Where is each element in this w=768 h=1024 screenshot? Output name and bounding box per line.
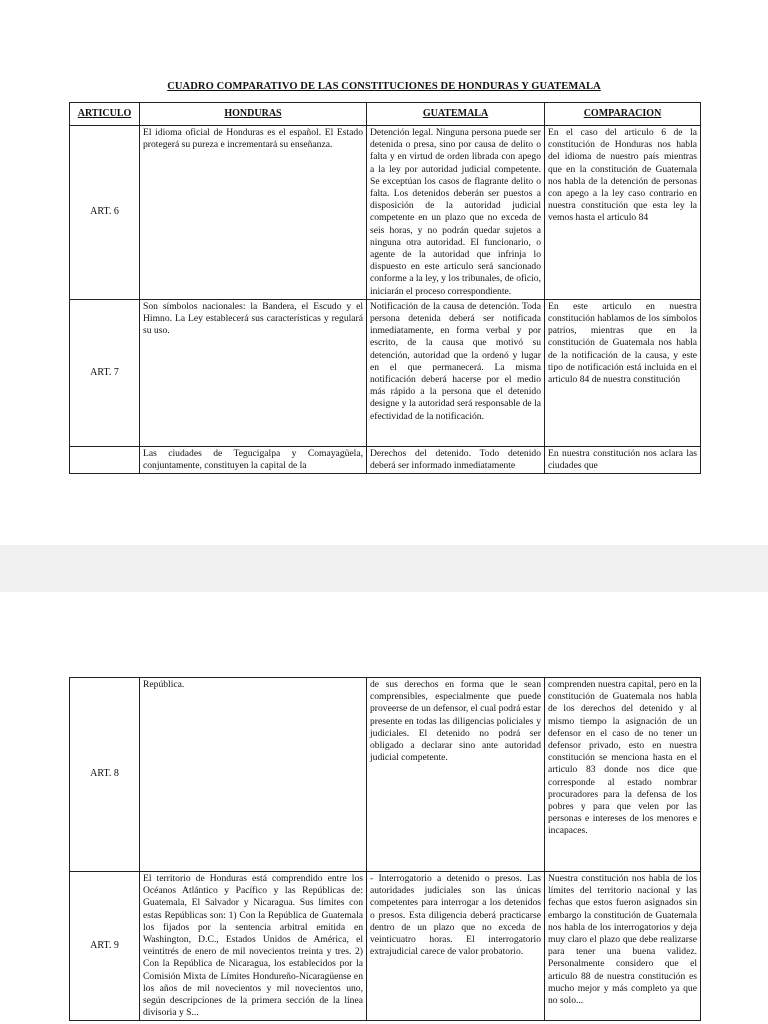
honduras-text: El territorio de Honduras está comprendido entre los Océanos Atlántico y Pacífico y las Repúblicas de: Guatemala, El Salvador y Nicaragua. Sus límites con estas Repúblicas son: 1) Con la República de Guatemala los fijados por la sentencia arbitral emitida en Washington, D.C., Estados Unidos de América, el veintitrés de enero de mil novecientos treinta y tres. 2) Con la República de Nicaragua, los establecidos por la Comisión Mixta de Límites Hondureño-Nicaragüense en los años de mil novecientos y mil novecientos uno, según descripciones de la primera sección de la línea divisoria y S... [140, 872, 367, 1021]
comparacion-text: Nuestra constitución nos habla de los límites del territorio nacional y las fechas que estos fueron asignados sin embargo la constitución de Guatemala nos habla de los interrogatorios y deja muy claro el plazo que debe realizarse para tener una buena validez. Personalmente considero que el articulo 88 de nuestra constitución es mucho mejor y más completo ya que no solo... [545, 872, 701, 1021]
table-row [70, 446, 701, 473]
comparacion-text: En este articulo en nuestra constitución hablamos de los símbolos patrios, mientras que en la constitución de Guatemala nos habla de la notificación de la causa, y este tipo de notificación está incluida en el articulo 84 de nuestra constitución [545, 299, 701, 446]
guatemala-text: de sus derechos en forma que le sean comprensibles, especialmente que puede proveerse de un defensor, el cual podrá estar presente en todas las diligencias policiales y judiciales. El detenido no podrá ser obligado a declarar sino ante autoridad judicial competente. [367, 678, 545, 872]
comparacion-text: comprenden nuestra capital, pero en la constitución de Guatemala nos habla de los derechos del detenido y al mismo tiempo la asignación de un defensor en el caso de no tener un defensor privado, esto en nuestra constitución se menciona hasta en el articulo 83 donde nos dice que corresponde al estado nombrar procuradores para la defensa de los pobres y para que velen por las personas e intereses de los menores e incapaces. [545, 678, 701, 872]
table-row [70, 678, 701, 872]
header-honduras: HONDURAS [140, 103, 367, 126]
article-number: ART. 8 [70, 678, 140, 872]
header-articulo: ARTICULO [70, 103, 140, 126]
table-row [70, 299, 701, 446]
table-row [70, 872, 701, 1021]
article-number: ART. 6 [70, 126, 140, 300]
table-header-row [70, 103, 701, 126]
comparison-table-page-1 [69, 102, 701, 474]
guatemala-text: Notificación de la causa de detención. Toda persona detenida deberá ser notificada inmediatamente, en forma verbal y por escrito, de la causa que motivó su detención, autoridad que la ordenó y lugar en el que permanecerá. La misma notificación deberá hacerse por el medio más rápido a la persona que el detenido designe y la autoridad será responsable de la efectividad de la notificación. [367, 299, 545, 446]
honduras-text: República. [140, 678, 367, 872]
header-comparacion: COMPARACION [545, 103, 701, 126]
document-page-2 [0, 592, 768, 1024]
article-number: ART. 7 [70, 299, 140, 446]
comparacion-text: En el caso del articulo 6 de la constitución de Honduras nos habla del idioma de nuestro país mientras que en la constitución de Guatemala nos habla de la detención de personas con apego a la ley caso contrario en nuestra constitución que esta ley la vemos hasta el articulo 84 [545, 126, 701, 300]
article-number [70, 446, 140, 473]
honduras-text: Son símbolos nacionales: la Bandera, el Escudo y el Himno. La Ley establecerá sus características y regulará su uso. [140, 299, 367, 446]
honduras-text: Las ciudades de Tegucigalpa y Comayagüela, conjuntamente, constituyen la capital de la [140, 446, 367, 473]
guatemala-text: Detención legal. Ninguna persona puede ser detenida o presa, sino por causa de delito o falta y en virtud de orden librada con apego a la ley por autoridad judicial competente. Se exceptúan los casos de flagrante delito o falta. Los detenidos deberán ser puestos a disposición de la autoridad judicial competente en un plazo que no exceda de seis horas, y no podrán quedar sujetos a ninguna otra autoridad. El funcionario, o agente de la autoridad que infrinja lo dispuesto en este artículo será sancionado conforme a la ley, y los tribunales, de oficio, iniciarán el proceso correspondiente. [367, 126, 545, 300]
guatemala-text: - Interrogatorio a detenido o presos. Las autoridades judiciales son las únicas competentes para interrogar a los detenidos o presos. Esta diligencia deberá practicarse dentro de un plazo que no exceda de veinticuatro horas. El interrogatorio extrajudicial carece de valor probatorio. [367, 872, 545, 1021]
header-guatemala: GUATEMALA [367, 103, 545, 126]
table-row [70, 126, 701, 300]
honduras-text: El idioma oficial de Honduras es el español. El Estado protegerá su pureza e incrementará su enseñanza. [140, 126, 367, 300]
comparacion-text: En nuestra constitución nos aclara las ciudades que [545, 446, 701, 473]
guatemala-text: Derechos del detenido. Todo detenido deberá ser informado inmediatamente [367, 446, 545, 473]
article-number: ART. 9 [70, 872, 140, 1021]
document-title: CUADRO COMPARATIVO DE LAS CONSTITUCIONES DE HONDURAS Y GUATEMALA [167, 81, 601, 92]
comparison-table-page-2 [69, 677, 701, 1021]
